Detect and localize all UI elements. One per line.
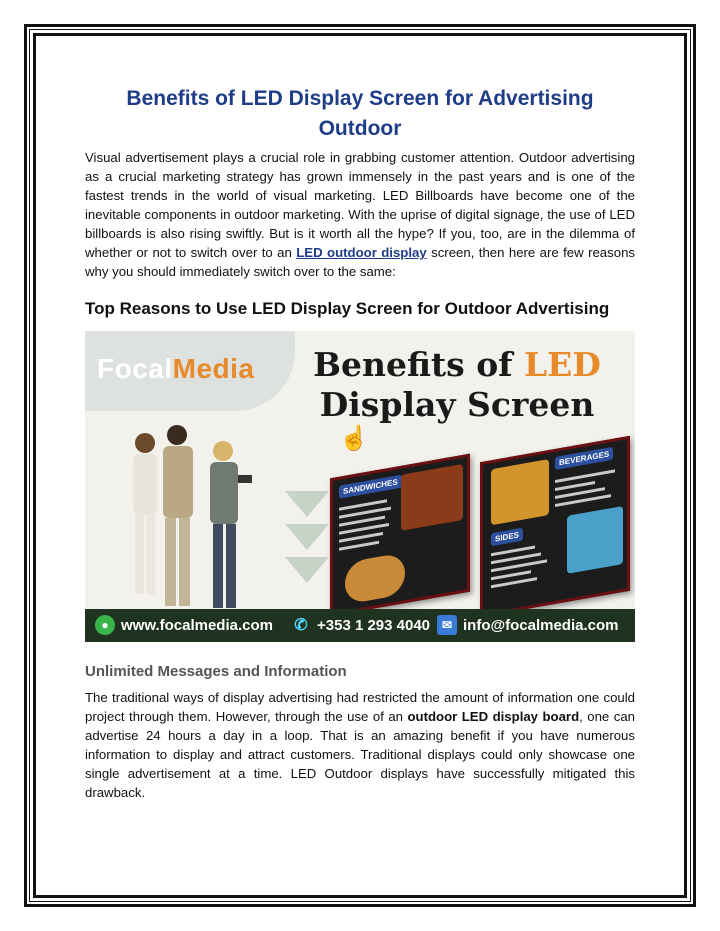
chevron-decoration-3 xyxy=(285,557,329,583)
menu-board-beverages xyxy=(480,436,630,617)
article-title: Benefits of LED Display Screen for Advertising Outdoor xyxy=(126,87,594,140)
website-contact: ● www.focalmedia.com xyxy=(95,615,273,635)
phone-icon: ✆ xyxy=(294,617,308,634)
sides-label: SIDES xyxy=(491,528,523,547)
email-icon: ✉ xyxy=(437,615,457,635)
phone-contact: ✆ +353 1 293 4040 xyxy=(291,615,430,635)
intro-text-end: screen, then here are few reasons why you should immediately switch over to the same: xyxy=(85,245,635,279)
chevron-decoration-1 xyxy=(285,491,329,517)
banner-headline: Benefits of LED Display Screen xyxy=(313,345,601,424)
globe-icon: ● xyxy=(95,615,115,635)
intro-text-start: Visual advertisement plays a crucial role in grabbing customer attention. Outdoor advertising as a crucial marketing strategy has grown immensely in the past years and is one of the fastest trends in the world of visual marketing. LED Billboards have become one of the inevitable components in outdoor marketing. With the uprise of digital signage, the use of LED billboards is also rising swiftly. But is it worth all the hype? If you, too, are in the dilemma of whether or not to switch over to an xyxy=(85,150,635,260)
banner-footer xyxy=(85,609,635,642)
sandwiches-label: SANDWICHES xyxy=(339,475,402,499)
body-paragraph: The traditional ways of display advertising had restricted the amount of information one could project through them. However, through the use of an outdoor LED display board, one can advertise 24 hours a day in a loop. That is an amazing benefit if you have numerous information to display and attract customers. Traditional displays could only showcase one single advertisement at a time. LED Outdoor displays have successfully mitigated this drawback. xyxy=(85,690,635,800)
chevron-decoration-2 xyxy=(285,524,329,550)
subheading: Unlimited Messages and Information xyxy=(85,663,347,680)
menu-board-sandwiches xyxy=(330,454,470,617)
outdoor-led-display-board-emphasis: outdoor LED display board xyxy=(407,709,580,724)
beverages-label: BEVERAGES xyxy=(555,447,613,470)
led-outdoor-display-link[interactable]: LED outdoor display xyxy=(296,245,427,260)
person-left xyxy=(133,433,157,594)
intro-paragraph xyxy=(85,148,635,281)
people-photo xyxy=(115,423,260,618)
email-contact: ✉ info@focalmedia.com xyxy=(437,615,619,635)
focalmedia-logo: FocalMedia xyxy=(97,353,255,384)
pointer-hand-icon: ☝ xyxy=(339,425,369,452)
person-middle xyxy=(163,425,193,606)
article-content xyxy=(85,84,635,802)
section-heading: Top Reasons to Use LED Display Screen for Outdoor Advertising xyxy=(85,299,610,318)
banner-image xyxy=(85,331,635,642)
person-right xyxy=(210,441,252,608)
